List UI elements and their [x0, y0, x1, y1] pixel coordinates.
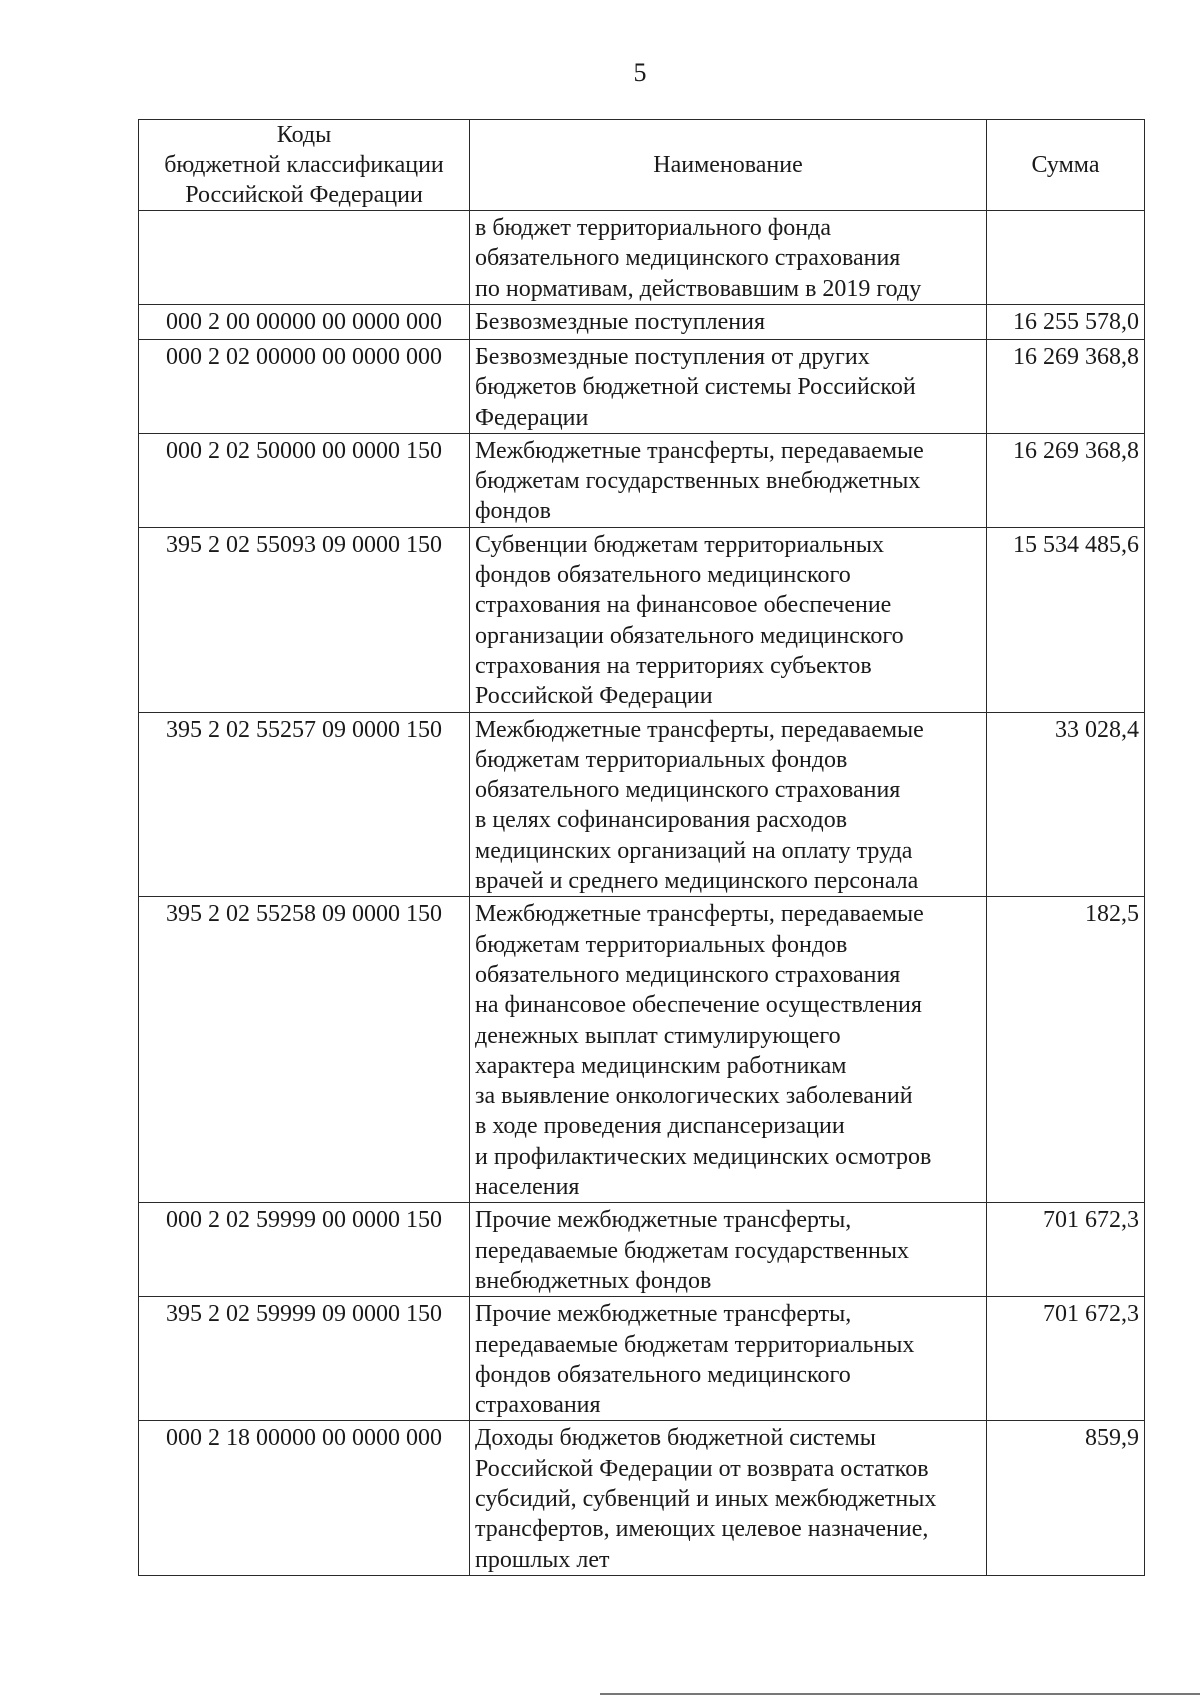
- table-body: [139, 211, 1145, 1576]
- cell-name-line: фондов обязательного медицинского: [475, 1361, 851, 1388]
- cell-code: [139, 211, 470, 305]
- cell-name-line: на финансовое обеспечение осуществления: [475, 992, 922, 1019]
- table-row: [139, 1203, 1145, 1297]
- table-row: [139, 527, 1145, 712]
- header-name: Наименование: [470, 120, 987, 211]
- cell-code: 000 2 18 00000 00 0000 000: [139, 1421, 470, 1575]
- cell-name-line: обязательного медицинского страхования: [475, 777, 901, 804]
- cell-name-line: обязательного медицинского страхования: [475, 245, 901, 272]
- cell-sum: 701 672,3: [987, 1297, 1145, 1421]
- cell-name-line: и профилактических медицинских осмотров: [475, 1143, 932, 1170]
- cell-name-line: субсидий, субвенций и иных межбюджетных: [475, 1485, 937, 1512]
- cell-name-line: Безвозмездные поступления: [475, 309, 765, 335]
- table-row: [139, 1297, 1145, 1421]
- table-row: [139, 340, 1145, 434]
- cell-name-line: бюджетам территориальных фондов: [475, 931, 848, 958]
- cell-sum: 16 269 368,8: [987, 433, 1145, 527]
- table-row: [139, 211, 1145, 305]
- cell-sum: 859,9: [987, 1421, 1145, 1575]
- cell-name-line: за выявление онкологических заболеваний: [475, 1083, 913, 1110]
- header-code-line: Российской Федерации: [185, 182, 423, 208]
- cell-name: [470, 340, 987, 434]
- cell-code: 000 2 02 59999 00 0000 150: [139, 1203, 470, 1297]
- cell-name-line: Российской Федерации от возврата остатков: [475, 1455, 929, 1482]
- table-row: [139, 1421, 1145, 1575]
- cell-name-line: фондов: [475, 498, 551, 525]
- cell-name-line: Прочие межбюджетные трансферты,: [475, 1301, 852, 1328]
- table-row: [139, 897, 1145, 1203]
- cell-name-line: Межбюджетные трансферты, передаваемые: [475, 437, 924, 464]
- cell-name-line: медицинских организаций на оплату труда: [475, 837, 913, 864]
- cell-code: 000 2 00 00000 00 0000 000: [139, 305, 470, 340]
- cell-name-line: страхования на территориях субъектов: [475, 652, 872, 679]
- cell-sum: 182,5: [987, 897, 1145, 1203]
- cell-name: [470, 1203, 987, 1297]
- cell-code: 395 2 02 55258 09 0000 150: [139, 897, 470, 1203]
- cell-name-line: Межбюджетные трансферты, передаваемые: [475, 716, 924, 743]
- header-code-line: бюджетной классификации: [164, 152, 444, 178]
- page-bottom-rule: [600, 1693, 1200, 1695]
- cell-name: [470, 305, 987, 340]
- cell-code: 395 2 02 55257 09 0000 150: [139, 712, 470, 897]
- cell-name-line: Прочие межбюджетные трансферты,: [475, 1207, 852, 1234]
- cell-name-line: бюджетов бюджетной системы Российской: [475, 374, 916, 401]
- cell-code: 000 2 02 50000 00 0000 150: [139, 433, 470, 527]
- cell-name-line: врачей и среднего медицинского персонала: [475, 868, 919, 895]
- cell-name: [470, 1297, 987, 1421]
- cell-sum: [987, 211, 1145, 305]
- cell-name-line: Межбюджетные трансферты, передаваемые: [475, 901, 924, 928]
- cell-name: [470, 712, 987, 897]
- cell-name-line: в бюджет территориального фонда: [475, 215, 832, 241]
- table-row: [139, 305, 1145, 340]
- cell-name: [470, 897, 987, 1203]
- cell-sum: 33 028,4: [987, 712, 1145, 897]
- cell-name-line: Субвенции бюджетам территориальных: [475, 531, 884, 558]
- cell-name-line: бюджетам территориальных фондов: [475, 746, 848, 773]
- cell-name-line: населения: [475, 1174, 580, 1201]
- cell-name-line: Федерации: [475, 404, 589, 431]
- budget-classification-table: [138, 119, 1145, 1576]
- cell-name-line: обязательного медицинского страхования: [475, 961, 901, 988]
- cell-name-line: в целях софинансирования расходов: [475, 807, 848, 834]
- cell-name: [470, 1421, 987, 1575]
- cell-name-line: прошлых лет: [475, 1546, 610, 1573]
- header-sum: Сумма: [987, 120, 1145, 211]
- cell-name: [470, 211, 987, 305]
- table-row: [139, 433, 1145, 527]
- header-code-line: Коды: [276, 122, 332, 148]
- cell-name-line: в ходе проведения диспансеризации: [475, 1113, 845, 1140]
- cell-name-line: бюджетам государственных внебюджетных: [475, 468, 921, 495]
- cell-name-line: фондов обязательного медицинского: [475, 562, 851, 589]
- cell-name-line: денежных выплат стимулирующего: [475, 1022, 841, 1049]
- cell-name: [470, 527, 987, 712]
- cell-code: 000 2 02 00000 00 0000 000: [139, 340, 470, 434]
- table-header-row: [139, 120, 1145, 211]
- cell-name-line: трансфертов, имеющих целевое назначение,: [475, 1516, 929, 1543]
- cell-name-line: Российской Федерации: [475, 683, 713, 710]
- table-row: [139, 712, 1145, 897]
- cell-name-line: внебюджетных фондов: [475, 1267, 712, 1294]
- cell-name: [470, 433, 987, 527]
- cell-code: 395 2 02 55093 09 0000 150: [139, 527, 470, 712]
- cell-sum: 15 534 485,6: [987, 527, 1145, 712]
- cell-name-line: передаваемые бюджетам государственных: [475, 1237, 909, 1264]
- cell-sum: 16 269 368,8: [987, 340, 1145, 434]
- page-number: 5: [633, 58, 647, 87]
- cell-name-line: страхования на финансовое обеспечение: [475, 592, 892, 619]
- cell-name-line: по нормативам, действовавшим в 2019 году: [475, 275, 922, 302]
- cell-name-line: Доходы бюджетов бюджетной системы: [475, 1425, 876, 1452]
- cell-sum: 16 255 578,0: [987, 305, 1145, 340]
- cell-name-line: передаваемые бюджетам территориальных: [475, 1331, 915, 1358]
- header-code: [139, 120, 470, 211]
- cell-name-line: страхования: [475, 1392, 601, 1419]
- cell-name-line: организации обязательного медицинского: [475, 622, 904, 649]
- cell-code: 395 2 02 59999 09 0000 150: [139, 1297, 470, 1421]
- cell-name-line: Безвозмездные поступления от других: [475, 344, 870, 370]
- cell-name-line: характера медицинским работникам: [475, 1052, 847, 1079]
- cell-sum: 701 672,3: [987, 1203, 1145, 1297]
